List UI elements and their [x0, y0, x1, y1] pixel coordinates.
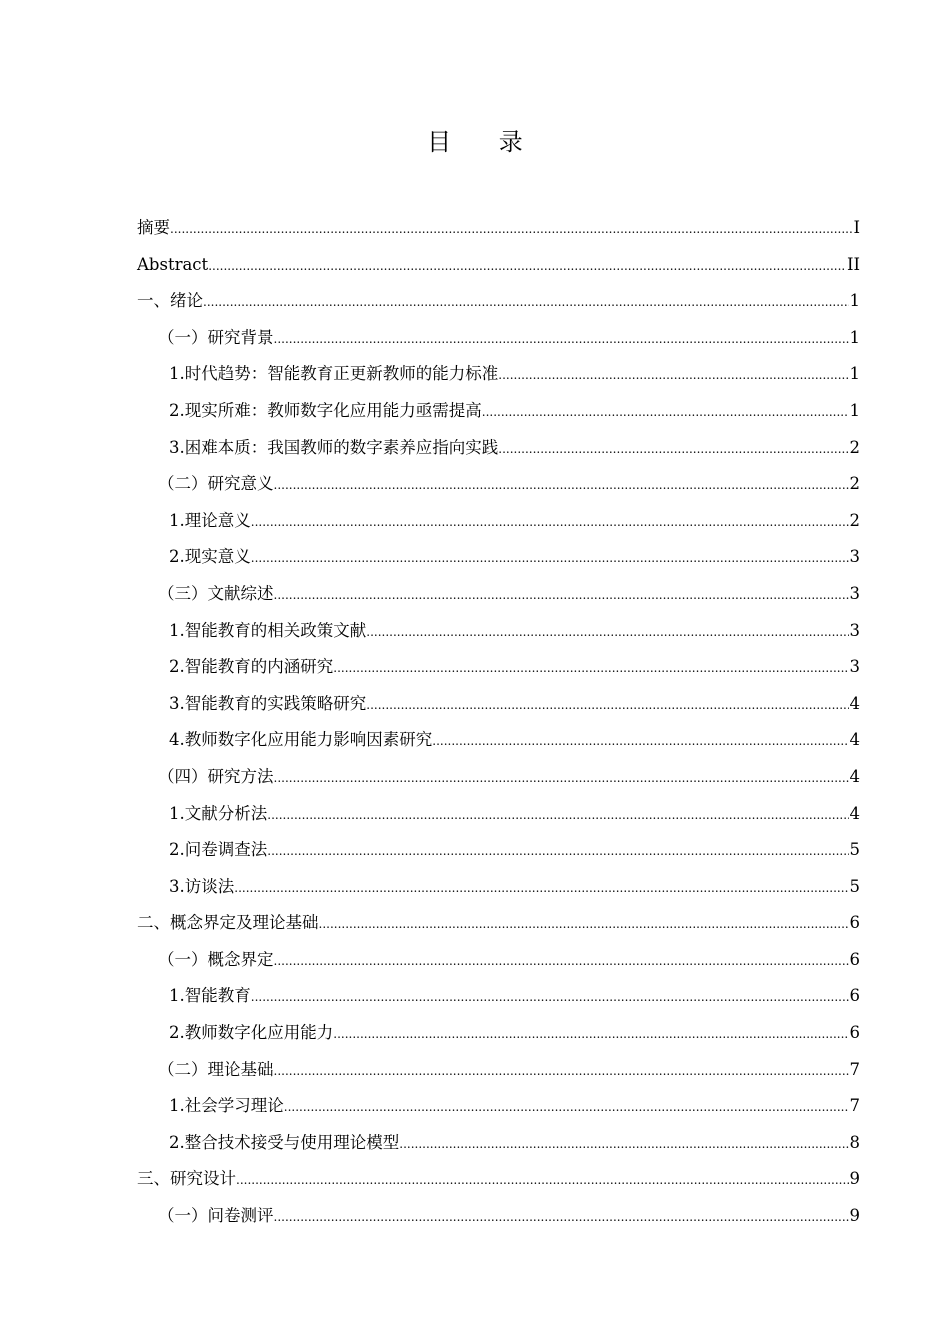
toc-entry[interactable]: [137, 796, 860, 833]
toc-entry-page: 1: [849, 364, 860, 384]
toc-entry-label: （一）概念界定: [158, 949, 274, 969]
toc-entry[interactable]: [137, 393, 860, 430]
toc-entry-page: 6: [849, 949, 860, 969]
toc-entry-page: 1: [849, 327, 860, 347]
toc-entry-label: 3.访谈法: [169, 876, 235, 896]
toc-dot-leader: [274, 760, 849, 796]
toc-entry-label: 3.智能教育的实践策略研究: [169, 693, 367, 713]
toc-entry[interactable]: [137, 905, 860, 942]
toc-dot-leader: [236, 1162, 849, 1198]
toc-entry[interactable]: [137, 283, 860, 320]
toc-entry-page: 2: [849, 437, 860, 457]
toc-entry-label: 3.困难本质：我国教师的数字素养应指向实践: [169, 437, 499, 457]
toc-dot-leader: [267, 797, 848, 833]
toc-dot-leader: [482, 394, 849, 430]
toc-entry-page: 3: [849, 547, 860, 567]
toc-entry-label: 1.智能教育的相关政策文献: [169, 620, 367, 640]
toc-entry-page: I: [853, 218, 860, 237]
toc-entry[interactable]: [137, 832, 860, 869]
toc-entry-label: 2.整合技术接受与使用理论模型: [169, 1132, 400, 1152]
toc-dot-leader: [284, 1089, 849, 1125]
toc-entry[interactable]: [137, 210, 860, 247]
toc-entry[interactable]: [137, 430, 860, 467]
toc-entry[interactable]: [137, 978, 860, 1015]
toc-dot-leader: [251, 504, 849, 540]
toc-entry[interactable]: [137, 686, 860, 723]
toc-entry-page: 3: [849, 620, 860, 640]
toc-dot-leader: [319, 906, 849, 942]
toc-entry[interactable]: [137, 576, 860, 613]
toc-entry-page: 1: [849, 400, 860, 420]
toc-entry[interactable]: [137, 1161, 860, 1198]
toc-entry-page: 9: [849, 1169, 860, 1189]
toc-entry[interactable]: [137, 466, 860, 503]
toc-entry-page: 4: [849, 693, 860, 713]
toc-entry-label: （一）问卷测评: [158, 1206, 274, 1226]
toc-entry[interactable]: [137, 1088, 860, 1125]
toc-dot-leader: [333, 1016, 848, 1052]
toc-dot-leader: [432, 723, 848, 759]
toc-entry-label: 摘要: [137, 218, 170, 237]
toc-entry-label: 2.现实所难：教师数字化应用能力亟需提高: [169, 400, 482, 420]
toc-dot-leader: [203, 284, 849, 320]
toc-entry[interactable]: [137, 942, 860, 979]
toc-entry[interactable]: [137, 539, 860, 576]
toc-dot-leader: [333, 650, 848, 686]
toc-entry-label: 2.智能教育的内涵研究: [169, 657, 334, 677]
toc-entry[interactable]: [137, 869, 860, 906]
toc-entry-page: 6: [849, 986, 860, 1006]
toc-title: 目 录: [427, 128, 543, 156]
toc-entry[interactable]: [137, 722, 860, 759]
toc-entry-page: 1: [849, 291, 860, 311]
toc-entry-label: （四）研究方法: [158, 766, 274, 786]
toc-entry-page: 9: [849, 1206, 860, 1226]
toc-entry-page: 5: [849, 840, 860, 860]
toc-entry-page: 6: [849, 913, 860, 933]
toc-entry-label: （二）研究意义: [158, 474, 274, 494]
toc-entry-label: （一）研究背景: [158, 327, 274, 347]
toc-dot-leader: [274, 467, 849, 503]
toc-dot-leader: [274, 1053, 849, 1089]
toc-entry-page: 7: [849, 1096, 860, 1116]
toc-entry-page: II: [846, 254, 860, 274]
toc-entry[interactable]: [137, 649, 860, 686]
toc-entry-label: 1.智能教育: [169, 986, 251, 1006]
toc-dot-leader: [267, 833, 848, 869]
toc-entry-label: Abstract: [137, 254, 209, 274]
toc-entry-page: 5: [849, 876, 860, 896]
toc-dot-leader: [251, 979, 849, 1015]
toc-dot-leader: [366, 614, 848, 650]
toc-entry[interactable]: [137, 247, 860, 284]
toc-entry-label: 4.教师数字化应用能力影响因素研究: [169, 730, 433, 750]
toc-dot-leader: [251, 540, 849, 576]
toc-entry-page: 7: [849, 1059, 860, 1079]
toc-dot-leader: [366, 687, 848, 723]
toc-entry-label: （三）文献综述: [158, 583, 274, 603]
toc-entry-label: 2.现实意义: [169, 547, 251, 567]
toc-entry-label: 一、绪论: [137, 291, 203, 311]
toc-entry-page: 3: [849, 583, 860, 603]
toc-entry[interactable]: [137, 503, 860, 540]
toc-entry[interactable]: [137, 356, 860, 393]
toc-entry-label: 2.问卷调查法: [169, 840, 268, 860]
toc-entry[interactable]: [137, 320, 860, 357]
toc-dot-leader: [498, 357, 848, 393]
toc-entry-page: 4: [849, 803, 860, 823]
toc-dot-leader: [170, 211, 852, 247]
toc-dot-leader: [208, 248, 846, 284]
toc-entry-label: 二、概念界定及理论基础: [137, 913, 319, 933]
toc-entry[interactable]: [137, 1052, 860, 1089]
toc-entry-page: 4: [849, 766, 860, 786]
toc-dot-leader: [498, 431, 848, 467]
toc-entry-page: 8: [849, 1132, 860, 1152]
toc-entry[interactable]: [137, 613, 860, 650]
toc-dot-leader: [274, 321, 849, 357]
toc-entry-label: 2.教师数字化应用能力: [169, 1023, 334, 1043]
toc-entry[interactable]: [137, 1015, 860, 1052]
toc-entry-label: 三、研究设计: [137, 1169, 236, 1189]
toc-dot-leader: [274, 1199, 849, 1235]
toc-dot-leader: [234, 870, 848, 906]
toc-entry[interactable]: [137, 1198, 860, 1235]
toc-entry-label: 1.理论意义: [169, 510, 251, 530]
toc-list: [137, 210, 860, 1235]
toc-dot-leader: [399, 1126, 848, 1162]
toc-entry[interactable]: [137, 759, 860, 796]
toc-entry-label: 1.文献分析法: [169, 803, 268, 823]
toc-entry[interactable]: [137, 1125, 860, 1162]
toc-entry-page: 3: [849, 657, 860, 677]
toc-entry-page: 4: [849, 730, 860, 750]
toc-entry-label: （二）理论基础: [158, 1059, 274, 1079]
toc-entry-label: 1.时代趋势：智能教育正更新教师的能力标准: [169, 364, 499, 384]
toc-entry-page: 6: [849, 1023, 860, 1043]
toc-dot-leader: [274, 577, 849, 613]
toc-entry-label: 1.社会学习理论: [169, 1096, 284, 1116]
toc-entry-page: 2: [849, 510, 860, 530]
toc-dot-leader: [274, 943, 849, 979]
toc-entry-page: 2: [849, 474, 860, 494]
